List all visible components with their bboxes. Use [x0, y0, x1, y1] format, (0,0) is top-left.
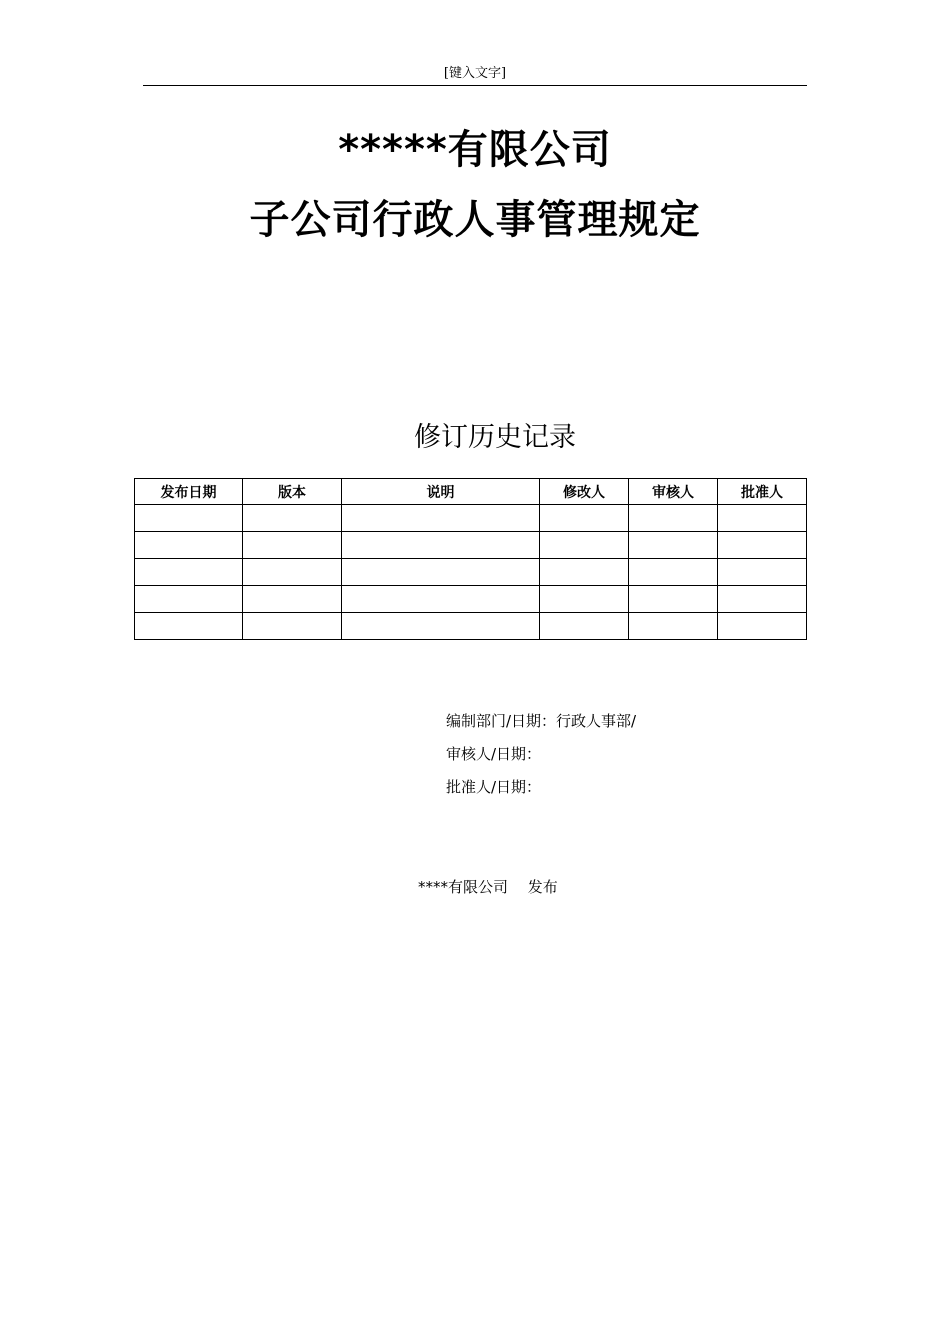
- table-cell[interactable]: [629, 505, 718, 532]
- table-cell[interactable]: [243, 586, 342, 613]
- table-cell[interactable]: [342, 613, 540, 640]
- table-cell[interactable]: [342, 586, 540, 613]
- table-row: [135, 505, 807, 532]
- table-cell[interactable]: [243, 613, 342, 640]
- table-cell[interactable]: [718, 559, 807, 586]
- table-cell[interactable]: [135, 613, 243, 640]
- table-row: [135, 613, 807, 640]
- column-header-modifier: 修改人: [540, 479, 629, 505]
- page-header-text[interactable]: [键入文字]: [443, 66, 507, 81]
- column-header-release-date: 发布日期: [135, 479, 243, 505]
- publisher-line: ****有限公司 发布: [418, 878, 558, 896]
- table-cell[interactable]: [135, 559, 243, 586]
- table-cell[interactable]: [540, 586, 629, 613]
- table-cell[interactable]: [243, 532, 342, 559]
- revision-history-table: [134, 478, 807, 640]
- table-cell[interactable]: [135, 532, 243, 559]
- header-divider: [143, 85, 807, 86]
- table-cell[interactable]: [718, 586, 807, 613]
- prepared-by-line: 编制部门/日期：行政人事部/: [446, 712, 637, 730]
- company-title: *****有限公司: [338, 127, 612, 173]
- column-header-description: 说明: [342, 479, 540, 505]
- column-header-reviewer: 审核人: [629, 479, 718, 505]
- table-cell[interactable]: [342, 559, 540, 586]
- table-cell[interactable]: [629, 586, 718, 613]
- table-cell[interactable]: [135, 505, 243, 532]
- table-row: [135, 559, 807, 586]
- table-cell[interactable]: [718, 505, 807, 532]
- table-row: [135, 532, 807, 559]
- column-header-approver: 批准人: [718, 479, 807, 505]
- table-cell[interactable]: [540, 559, 629, 586]
- table-cell[interactable]: [342, 505, 540, 532]
- table-cell[interactable]: [629, 532, 718, 559]
- table-cell[interactable]: [243, 505, 342, 532]
- table-cell[interactable]: [135, 586, 243, 613]
- table-cell[interactable]: [540, 532, 629, 559]
- table-cell[interactable]: [540, 505, 629, 532]
- table-cell[interactable]: [243, 559, 342, 586]
- document-title: 子公司行政人事管理规定: [249, 197, 701, 243]
- table-row: [135, 586, 807, 613]
- table-header-row: [135, 479, 807, 505]
- table-cell[interactable]: [718, 532, 807, 559]
- table-cell[interactable]: [540, 613, 629, 640]
- reviewed-by-line: 审核人/日期：: [446, 745, 542, 763]
- table-cell[interactable]: [629, 613, 718, 640]
- table-cell[interactable]: [718, 613, 807, 640]
- revision-history-title: 修订历史记录: [414, 422, 576, 453]
- table-cell[interactable]: [342, 532, 540, 559]
- approved-by-line: 批准人/日期：: [446, 778, 542, 796]
- table-cell[interactable]: [629, 559, 718, 586]
- column-header-version: 版本: [243, 479, 342, 505]
